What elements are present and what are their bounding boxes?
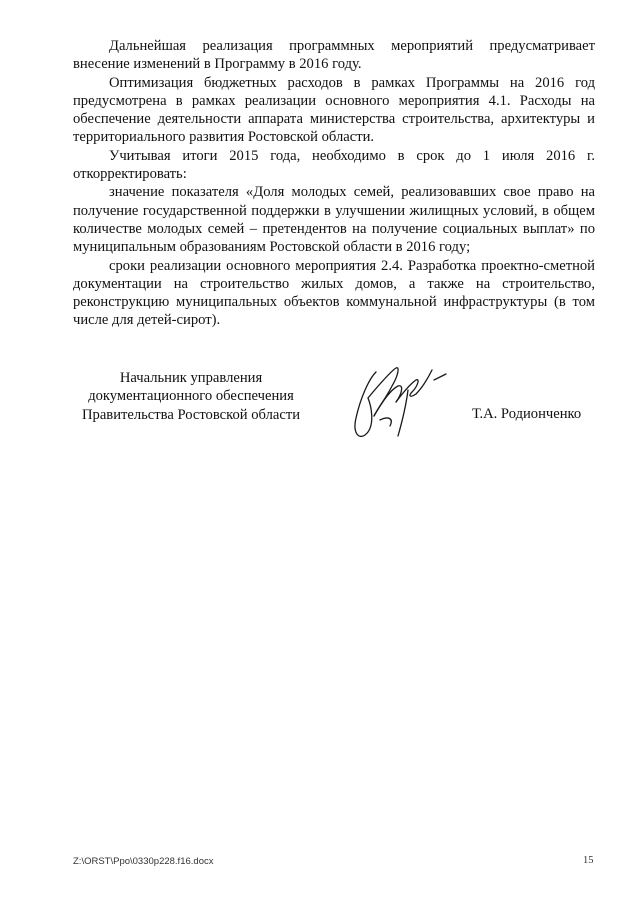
signatory-name: Т.А. Родионченко — [472, 406, 582, 422]
signatory-position — [60, 369, 322, 424]
paragraph-budget-optimization: Оптимизация бюджетных расходов в рамках Программы на 2016 год предусмотрена в рамках реализации основного мероприятия 4.1. Расходы на обеспечение деятельности аппарата министерства строительства, архитектуры и территориального развития Ростовской области. — [73, 74, 595, 146]
footer-file-path: Z:\ORST\Ppo\0330p228.f16.docx — [73, 856, 214, 867]
paragraph-program-changes: Дальнейшая реализация программных мероприятий предусматривает внесение изменений в Программу в 2016 году. — [73, 38, 595, 73]
handwritten-signature — [338, 350, 458, 450]
paragraph-results-2015: Учитывая итоги 2015 года, необходимо в срок до 1 июля 2016 г. откорректировать: — [73, 147, 595, 183]
paragraph-indicator-value: значение показателя «Доля молодых семей, реализовавших свое право на получение государственной поддержки в улучшении жилищных условий, в общем количестве молодых семей – претендентов на получение социальных выплат» по муниципальным образованиям Ростовской области в 2016 году; — [73, 184, 595, 256]
page-number: 15 — [583, 855, 594, 866]
body-text — [73, 37, 595, 330]
signatory-position-line: Начальник управления — [119, 370, 263, 386]
signatory-position-line: Правительства Ростовской области — [81, 406, 301, 423]
paragraph-deadlines: сроки реализации основного мероприятия 2.4. Разработка проектно-сметной документации на строительство жилых домов, а также на строительство, реконструкцию муниципальных объектов коммунальной инфраструктуры (в том числе для детей-сирот). — [73, 257, 595, 329]
signatory-position-line: документационного обеспечения — [88, 388, 294, 405]
